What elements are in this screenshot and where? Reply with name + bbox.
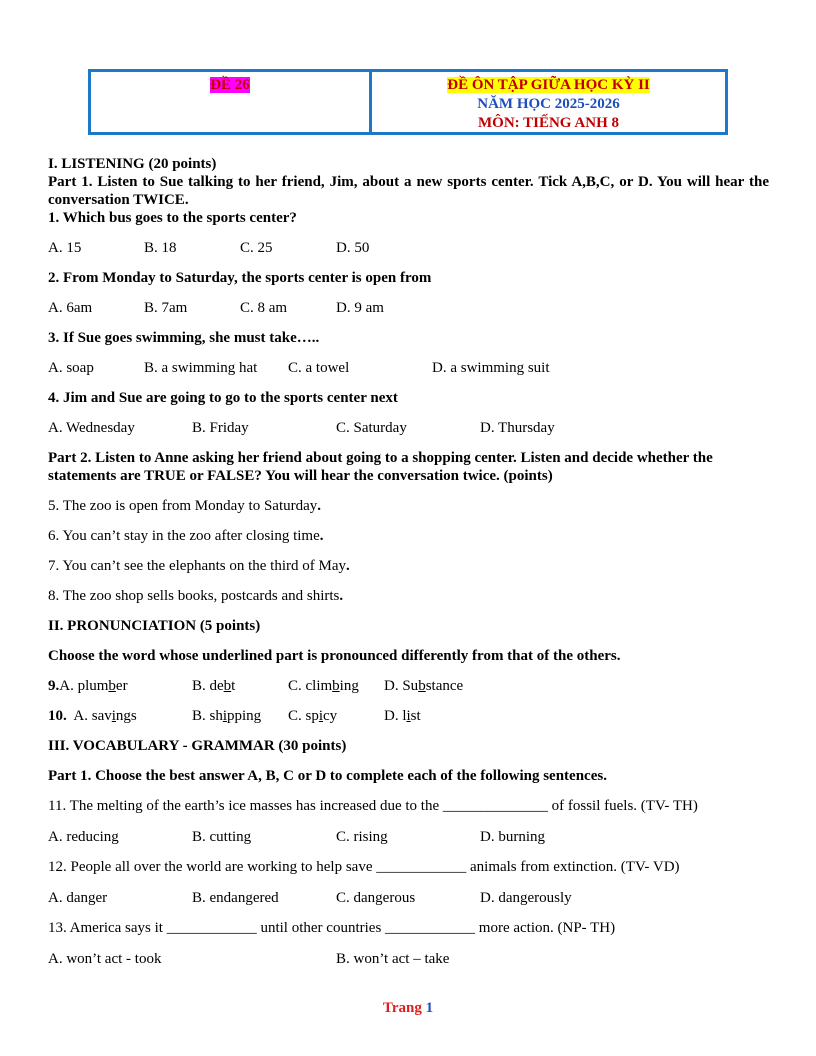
exam-title-cell xyxy=(372,72,725,132)
q3-options xyxy=(48,359,769,377)
q3-text: 3. If Sue goes swimming, she must take….. xyxy=(48,330,320,346)
q1-option-a: A. 15 xyxy=(48,240,82,256)
statement-7: 7. You can’t see the elephants on the third of May. xyxy=(48,558,350,574)
page-num: 1 xyxy=(425,1000,434,1016)
school-year: NĂM HỌC 2025-2026 xyxy=(477,96,620,112)
q12-text: 12. People all over the world are working to help save ____________ animals from extinction. (TV- VD) xyxy=(48,859,680,875)
statement-5: 5. The zoo is open from Monday to Saturday. xyxy=(48,498,322,514)
q2-option-a: A. 6am xyxy=(48,300,93,316)
q12-option-a: A. danger xyxy=(48,890,108,906)
q1-options xyxy=(48,239,769,257)
statement-6: 6. You can’t stay in the zoo after closing time. xyxy=(48,528,324,544)
q4-option-b: B. Friday xyxy=(192,420,249,436)
q3-option-a: A. soap xyxy=(48,360,94,376)
q11-option-c: C. rising xyxy=(336,829,388,845)
q2-option-d: D. 9 am xyxy=(336,300,384,316)
statement-8: 8. The zoo shop sells books, postcards and shirts. xyxy=(48,588,344,604)
q4-option-d: D. Thursday xyxy=(480,420,555,436)
exam-code: ĐỀ 26 xyxy=(210,77,250,93)
q11-option-b: B. cutting xyxy=(192,829,252,845)
pronunciation-instruction: Choose the word whose underlined part is pronounced differently from that of the others. xyxy=(48,648,621,664)
q1-option-d: D. 50 xyxy=(336,240,370,256)
exam-content xyxy=(48,155,769,968)
q4-text: 4. Jim and Sue are going to go to the sports center next xyxy=(48,390,398,406)
q2-text: 2. From Monday to Saturday, the sports center is open from xyxy=(48,270,432,286)
q11-option-a: A. reducing xyxy=(48,829,119,845)
q11-option-d: D. burning xyxy=(480,829,545,845)
q2-options xyxy=(48,299,769,317)
q9-options: 9.A. plumber B. debt C. climbing D. Substance xyxy=(48,678,464,694)
q4-option-a: A. Wednesday xyxy=(48,420,135,436)
q13-option-b: B. won’t act – take xyxy=(336,951,450,967)
q13-option-a: A. won’t act - took xyxy=(48,951,162,967)
subject: MÔN: TIẾNG ANH 8 xyxy=(478,115,619,131)
exam-title: ĐỀ ÔN TẬP GIỮA HỌC KỲ II xyxy=(447,77,650,93)
q12-option-b: B. endangered xyxy=(192,890,279,906)
q4-option-c: C. Saturday xyxy=(336,420,407,436)
pronunciation-heading: II. PRONUNCIATION (5 points) xyxy=(48,618,261,634)
q3-option-d: D. a swimming suit xyxy=(432,360,550,376)
page-number xyxy=(0,1000,816,1017)
q1-option-b: B. 18 xyxy=(144,240,177,256)
q3-option-c: C. a towel xyxy=(288,360,350,376)
q12-option-d: D. dangerously xyxy=(480,890,572,906)
q13-text: 13. America says it ____________ until other countries ____________ more action. (NP- TH) xyxy=(48,920,616,936)
q1-option-c: C. 25 xyxy=(240,240,273,256)
listening-heading: I. LISTENING (20 points) xyxy=(48,156,217,172)
q12-options xyxy=(48,889,769,907)
q1-text: 1. Which bus goes to the sports center? xyxy=(48,210,297,226)
exam-header-table xyxy=(88,69,728,135)
q4-options xyxy=(48,419,769,437)
q12-option-c: C. dangerous xyxy=(336,890,416,906)
vocab-part1: Part 1. Choose the best answer A, B, C or D to complete each of the following sentences. xyxy=(48,768,607,784)
q11-options xyxy=(48,828,769,846)
page-label: Trang xyxy=(382,1000,426,1016)
listening-part2: Part 2. Listen to Anne asking her friend about going to a shopping center. Listen and decide whether the statements are TRUE or FALSE? You will hear the conversation twice. (points) xyxy=(48,450,713,484)
vocab-heading: III. VOCABULARY - GRAMMAR (30 points) xyxy=(48,738,347,754)
q3-option-b: B. a swimming hat xyxy=(144,360,258,376)
q2-option-b: B. 7am xyxy=(144,300,188,316)
q13-options xyxy=(48,950,769,968)
q11-text: 11. The melting of the earth’s ice masses has increased due to the ______________ of fossil fuels. (TV- TH) xyxy=(48,798,698,814)
q10-options: 10. A. savings B. shipping C. spicy D. list xyxy=(48,708,421,724)
listening-part1: Part 1. Listen to Sue talking to her friend, Jim, about a new sports center. Tick A,B,C, or D. You will hear the conversation TWICE. xyxy=(48,174,769,208)
exam-code-cell xyxy=(91,72,372,132)
q2-option-c: C. 8 am xyxy=(240,300,288,316)
